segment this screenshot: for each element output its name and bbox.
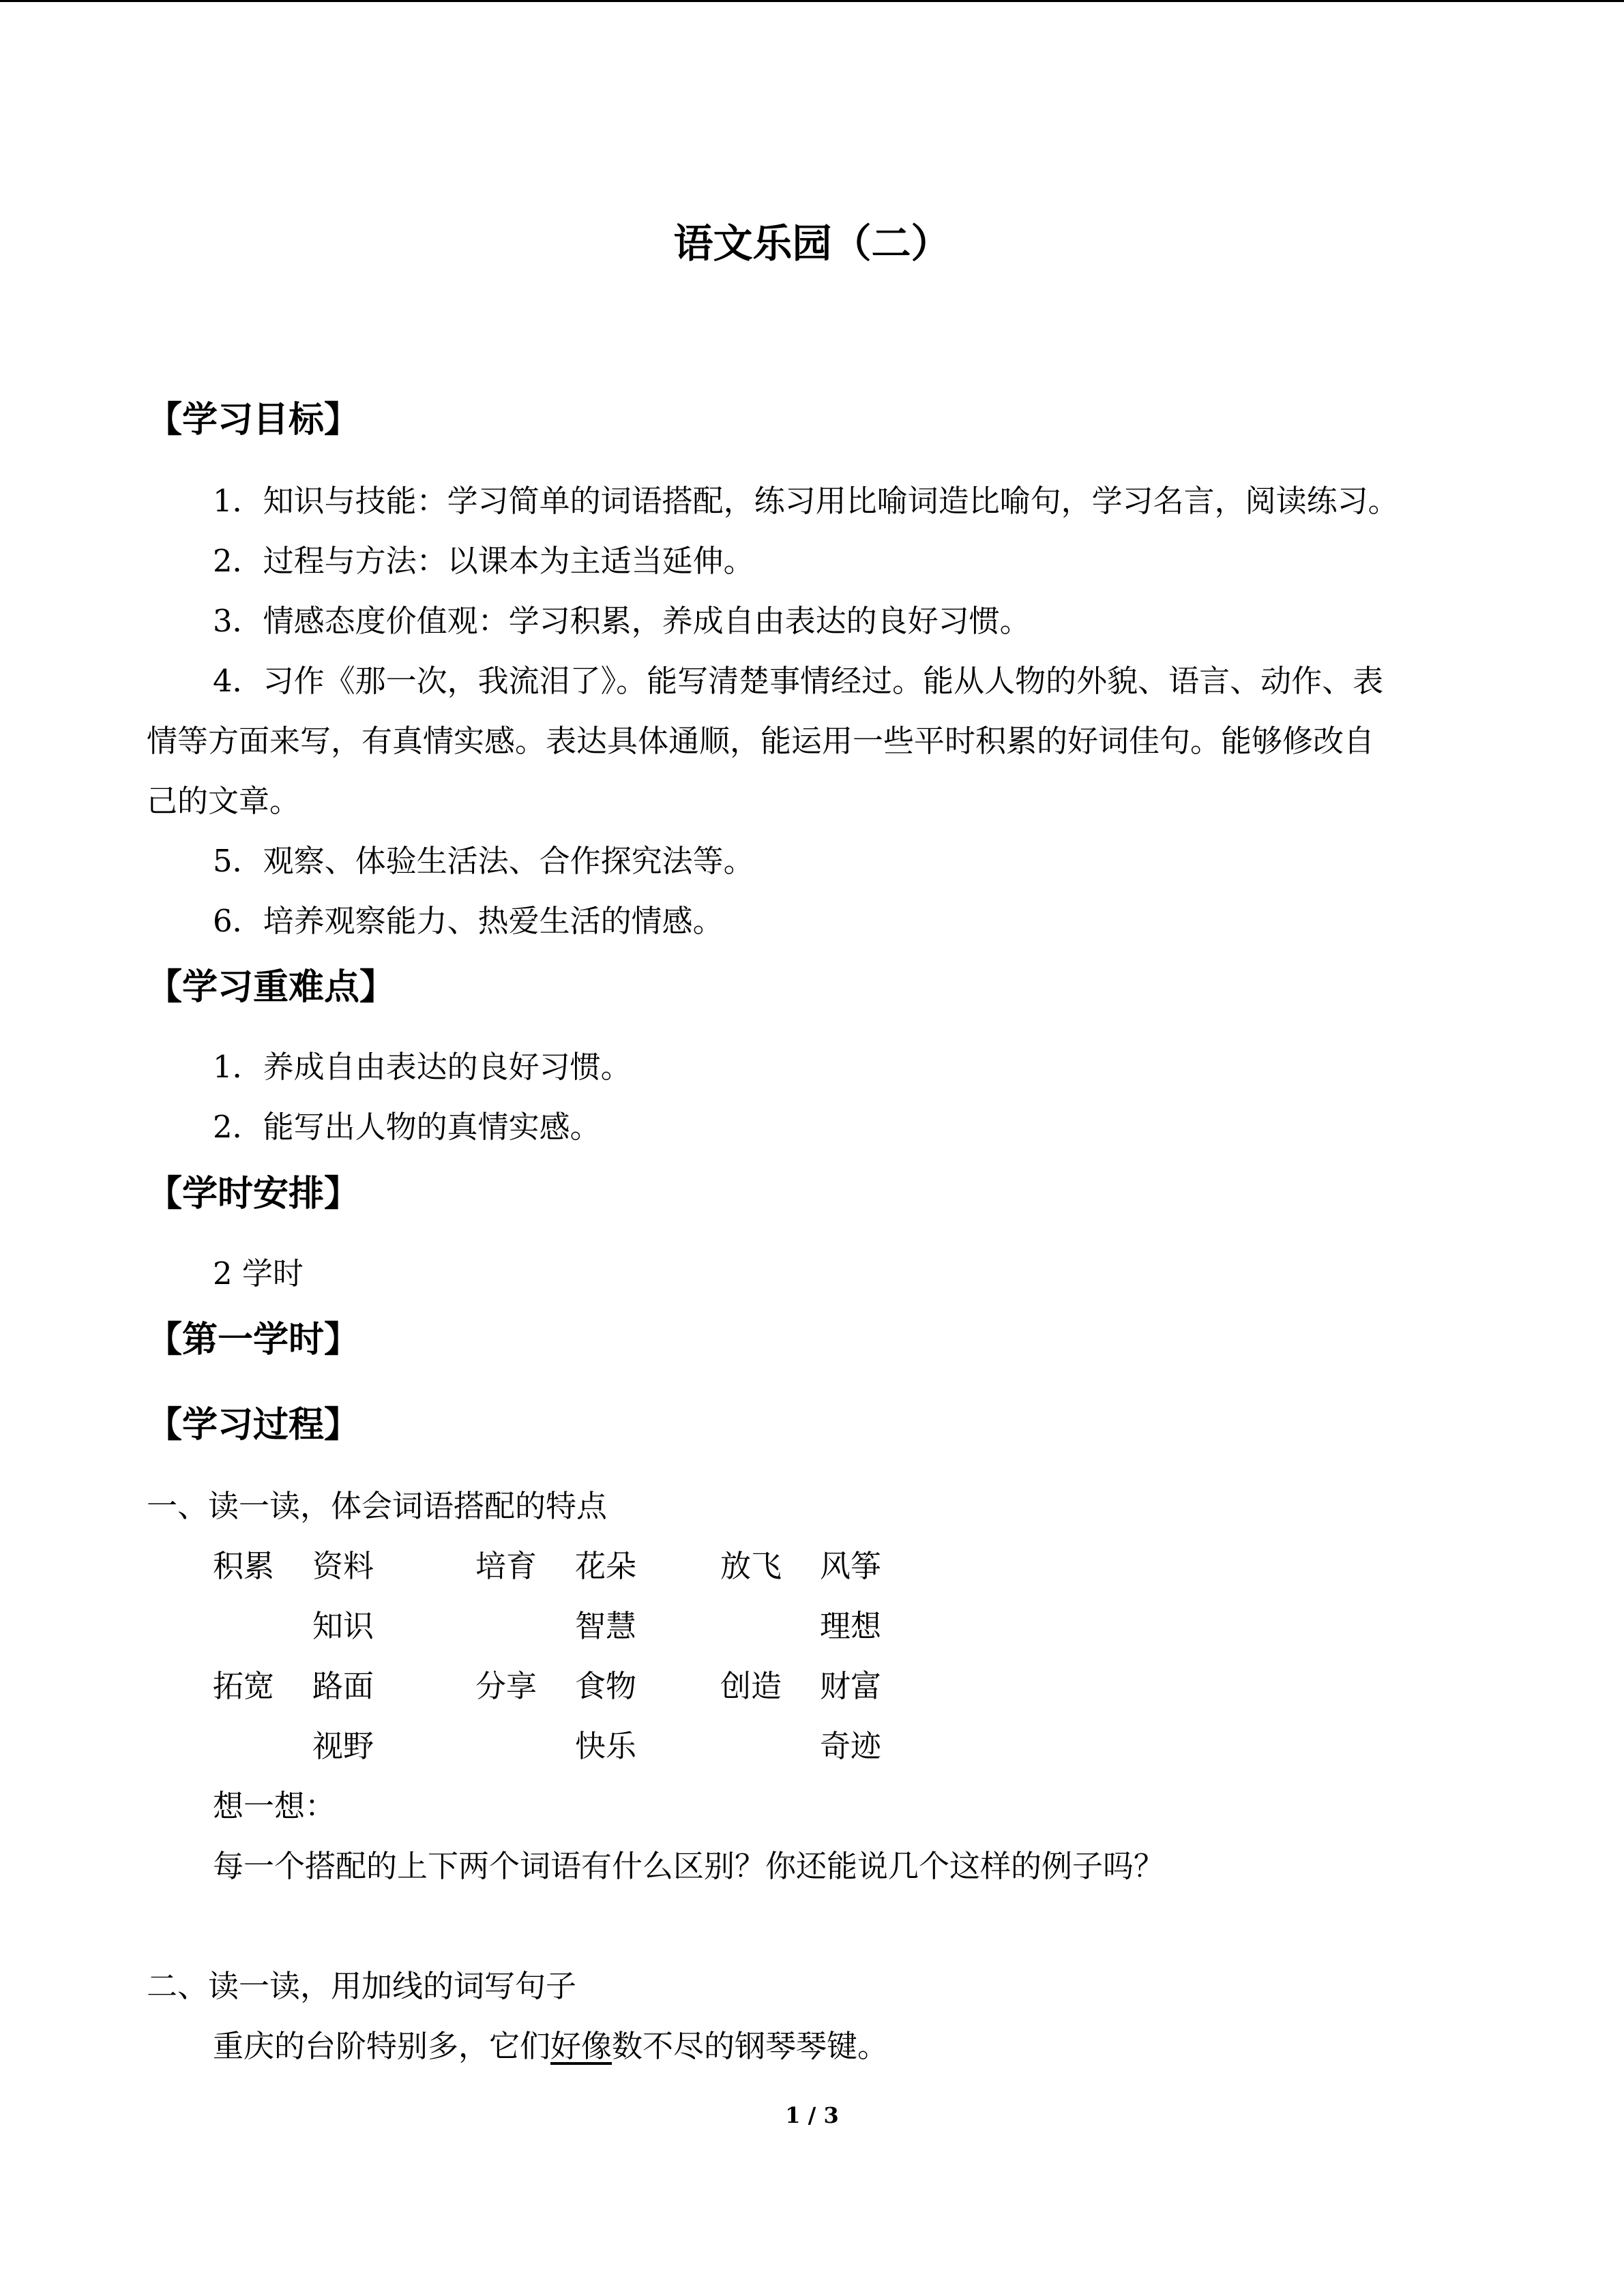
underlined-word: 好像 bbox=[550, 2028, 612, 2064]
goal-item-3: 3．情感态度价值观：学习积累，养成自由表达的良好习惯。 bbox=[213, 603, 1031, 639]
word-r1-c3: 培育 bbox=[475, 1548, 537, 1584]
word-r1-c5: 放飞 bbox=[720, 1548, 782, 1584]
section-heading-process: 【学习过程】 bbox=[147, 1404, 360, 1446]
word-r1-c6: 风筝 bbox=[820, 1548, 882, 1584]
section-heading-schedule: 【学时安排】 bbox=[147, 1173, 360, 1214]
word-r3-c4: 食物 bbox=[575, 1668, 637, 1704]
sentence-after: 数不尽的钢琴琴键。 bbox=[612, 2028, 889, 2064]
think-question: 每一个搭配的上下两个词语有什么区别？你还能说几个这样的例子吗？ bbox=[213, 1848, 1165, 1884]
part2-example-sentence bbox=[213, 2021, 888, 2066]
section-heading-first-period: 【第一学时】 bbox=[147, 1319, 360, 1360]
schedule-value: 2 学时 bbox=[213, 1255, 304, 1292]
goal-item-1: 1．知识与技能：学习简单的词语搭配，练习用比喻词造比喻句，学习名言，阅读练习。 bbox=[213, 483, 1399, 519]
word-r2-c4: 智慧 bbox=[575, 1608, 637, 1644]
word-r4-c6: 奇迹 bbox=[820, 1728, 882, 1764]
word-r3-c5: 创造 bbox=[720, 1668, 782, 1704]
top-border-line bbox=[0, 0, 1624, 2]
part1-title: 一、读一读，体会词语搭配的特点 bbox=[147, 1488, 608, 1524]
word-r3-c2: 路面 bbox=[312, 1668, 374, 1704]
goal-item-4-line-3: 己的文章。 bbox=[147, 783, 301, 819]
page-number: 1 / 3 bbox=[785, 2102, 839, 2128]
part2-title: 二、读一读，用加线的词写句子 bbox=[147, 1968, 577, 2004]
section-heading-goals: 【学习目标】 bbox=[147, 399, 360, 441]
word-r2-c2: 知识 bbox=[312, 1608, 374, 1644]
word-r4-c4: 快乐 bbox=[575, 1728, 637, 1764]
goal-item-5: 5．观察、体验生活法、合作探究法等。 bbox=[213, 843, 754, 879]
section-heading-key-points: 【学习重难点】 bbox=[147, 966, 396, 1008]
goal-item-4-line-2: 情等方面来写，有真情实感。表达具体通顺，能运用一些平时积累的好词佳句。能够修改自 bbox=[147, 723, 1375, 759]
word-r1-c4: 花朵 bbox=[575, 1548, 637, 1584]
page-title: 语文乐园（二） bbox=[673, 220, 951, 267]
key-point-2: 2．能写出人物的真情实感。 bbox=[213, 1109, 601, 1145]
goal-item-4-line-1: 4．习作《那一次，我流泪了》。能写清楚事情经过。能从人物的外貌、语言、动作、表 bbox=[213, 663, 1384, 699]
key-point-1: 1．养成自由表达的良好习惯。 bbox=[213, 1049, 632, 1085]
word-r3-c6: 财富 bbox=[820, 1668, 882, 1704]
word-r1-c2: 资料 bbox=[312, 1548, 374, 1584]
sentence-before: 重庆的台阶特别多，它们 bbox=[213, 2028, 551, 2064]
word-r2-c6: 理想 bbox=[820, 1608, 882, 1644]
goal-item-6: 6．培养观察能力、热爱生活的情感。 bbox=[213, 903, 724, 939]
word-r3-c1: 拓宽 bbox=[213, 1668, 275, 1704]
word-r4-c2: 视野 bbox=[312, 1728, 374, 1764]
word-r1-c1: 积累 bbox=[213, 1548, 275, 1584]
goal-item-2: 2．过程与方法：以课本为主适当延伸。 bbox=[213, 543, 754, 579]
word-r3-c3: 分享 bbox=[475, 1668, 537, 1704]
think-label: 想一想： bbox=[213, 1788, 336, 1824]
